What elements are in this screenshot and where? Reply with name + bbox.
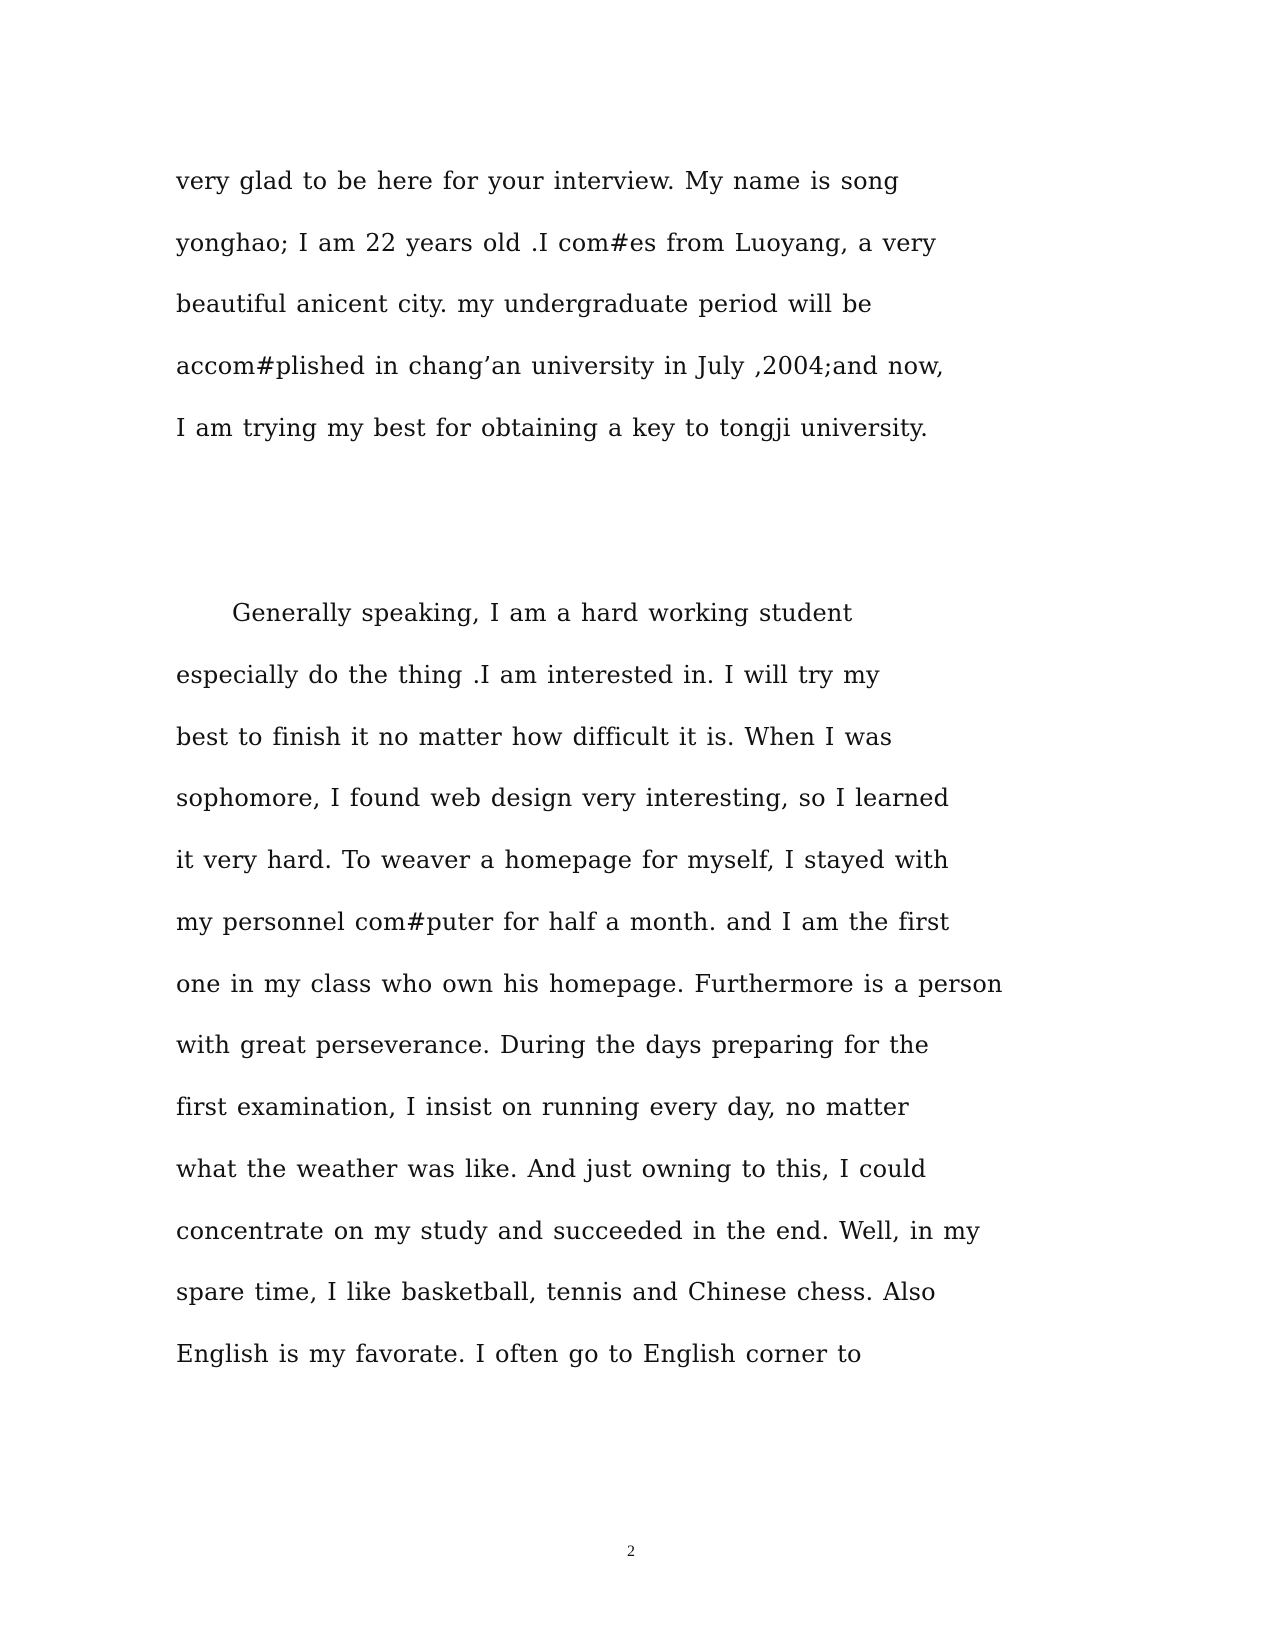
text-line: it very hard. To weaver a homepage for myself, I stayed with	[176, 846, 949, 874]
page-number: 2	[627, 1543, 635, 1560]
text-line: one in my class who own his homepage. Furthermore is a person	[176, 970, 1003, 998]
text-line: beautiful anicent city. my undergraduate period will be	[176, 290, 873, 318]
text-line: first examination, I insist on running every day, no matter	[176, 1093, 909, 1121]
text-line: sophomore, I found web design very interesting, so I learned	[176, 784, 950, 812]
text-line: yonghao; I am 22 years old .I com#es from Luoyang, a very	[176, 229, 937, 257]
text-line: English is my favorate. I often go to English corner to	[176, 1340, 862, 1368]
text-line: concentrate on my study and succeeded in the end. Well, in my	[176, 1217, 980, 1245]
text-line: best to finish it no matter how difficult it is. When I was	[176, 723, 893, 751]
text-line: with great perseverance. During the days preparing for the	[176, 1031, 930, 1059]
text-line: what the weather was like. And just owning to this, I could	[176, 1155, 927, 1183]
text-line: spare time, I like basketball, tennis and Chinese chess. Also	[176, 1278, 936, 1306]
text-line: I am trying my best for obtaining a key to tongji university.	[176, 414, 929, 442]
text-line: Generally speaking, I am a hard working student	[232, 599, 853, 627]
text-line: very glad to be here for your interview. My name is song	[176, 167, 900, 195]
text-line: especially do the thing .I am interested in. I will try my	[176, 661, 880, 689]
text-line: accom#plished in chang’an university in July ,2004;and now,	[176, 352, 944, 380]
text-line: my personnel com#puter for half a month. and I am the first	[176, 908, 950, 936]
